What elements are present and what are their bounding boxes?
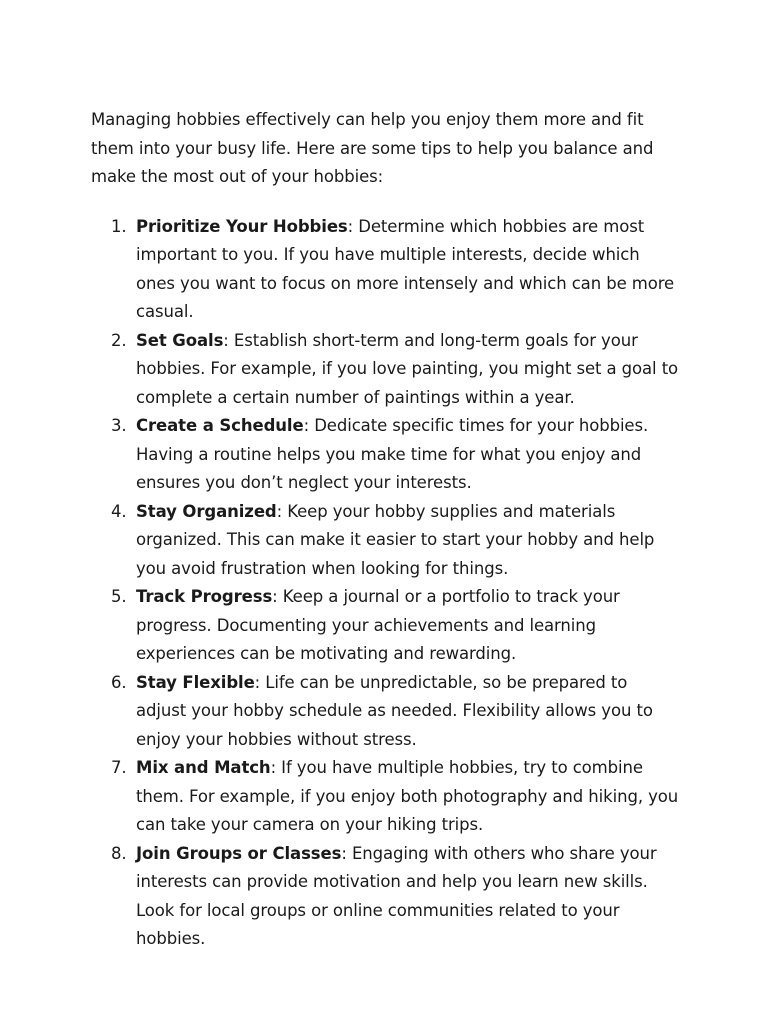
list-item-number: 3. [111,416,127,435]
list-item-term: Prioritize Your Hobbies [136,216,348,236]
list-item-term: Stay Organized [136,501,277,521]
list-item-number: 8. [111,843,127,863]
list-item-number: 2. [111,330,127,350]
list-item-text: : Keep a journal or a portfolio to track your progress. Documenting your achievements and learning experiences can be motivating and rewarding. [136,587,620,663]
list-item-term: Set Goals [136,330,224,350]
list-item-text: : Establish short-term and long-term goals for your hobbies. For example, if you love painting, you might set a goal to complete a certain number of paintings within a year. [136,330,679,407]
list-item-number: 4. [111,501,127,521]
list-item [91,669,681,755]
tips-list [91,213,681,954]
list-item [91,213,681,327]
list-item-number: 6. [111,672,127,692]
list-item-text: : Dedicate specific times for your hobbies. Having a routine helps you make time for what you enjoy and ensures you don’t neglect your interests. [136,416,649,492]
list-item-term: Stay Flexible [136,672,255,692]
list-item-term: Create a Schedule [136,416,304,435]
intro-paragraph: Managing hobbies effectively can help you enjoy them more and fit them into your busy life. Here are some tips to help you balance and make the most out of your hobbies: [91,110,654,186]
list-item-text: : Determine which hobbies are most important to you. If you have multiple interests, decide which ones you want to focus on more intensely and which can be more casual. [136,216,675,321]
list-item-term: Join Groups or Classes [136,843,342,863]
list-item-number: 7. [111,758,127,777]
list-item-text: : If you have multiple hobbies, try to combine them. For example, if you enjoy both photography and hiking, you can take your camera on your hiking trips. [136,758,679,834]
list-item-text: : Keep your hobby supplies and materials organized. This can make it easier to start your hobby and help you avoid frustration when looking for things. [136,501,655,578]
list-item-number: 5. [111,587,127,606]
list-item [91,583,681,669]
list-item-text: : Life can be unpredictable, so be prepared to adjust your hobby schedule as needed. Flexibility allows you to enjoy your hobbies without stress. [136,672,653,749]
list-item [91,498,681,584]
list-item-term: Track Progress [136,587,273,606]
list-item-number: 1. [111,216,127,236]
list-item [91,754,681,840]
document-page [91,106,681,954]
list-item [91,840,681,954]
list-item [91,327,681,413]
list-item-term: Mix and Match [136,758,271,777]
list-item-text: : Engaging with others who share your interests can provide motivation and help you learn new skills. Look for local groups or online communities related to your hobbies. [136,843,657,948]
list-item [91,412,681,498]
